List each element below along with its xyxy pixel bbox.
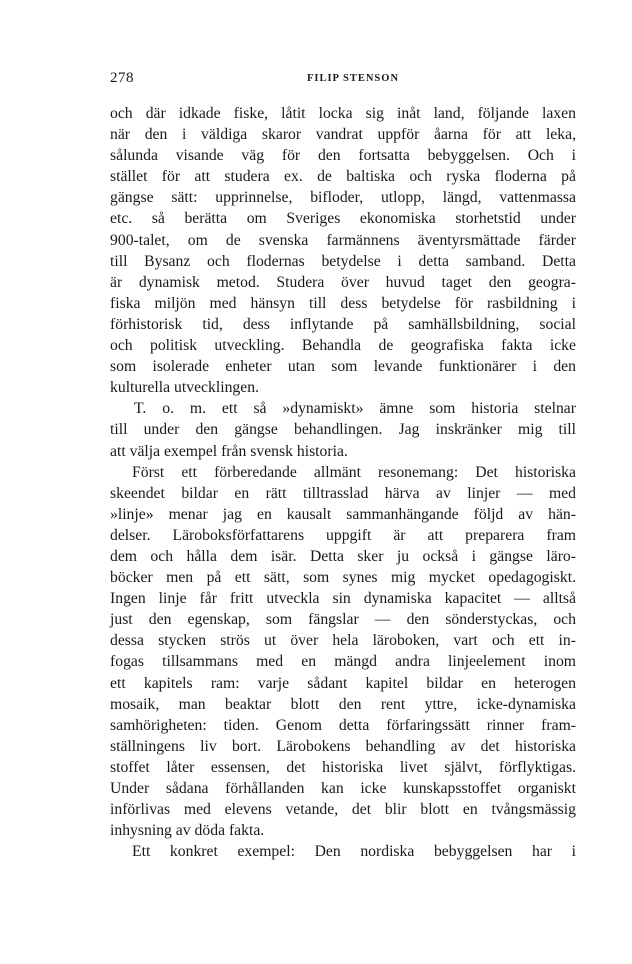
text-line: och politisk utveckling. Behandla de geografiska fakta icke (110, 337, 576, 355)
text-line: Ett konkret exempel: Den nordiska bebyggelsen har i (132, 843, 576, 861)
text-line: inhysning av döda fakta. (110, 822, 265, 840)
text-line: samhörigheten: tiden. Genom detta förfaringssätt rinner fram- (110, 716, 576, 734)
text-line: införlivas med elevens vetande, det blir blott en tvångsmässig (110, 801, 576, 819)
text-line: fogas tillsammans med en mängd andra linjeelement inom (110, 653, 576, 671)
text-line: stoffet låter essensen, det historiska livet självt, förflyktigas. (110, 758, 576, 776)
text-line: mosaik, man beaktar blott den rent yttre, icke-dynamiska (110, 695, 576, 713)
text-line: är dynamisk metod. Studera över huvud taget den geogra- (110, 273, 576, 291)
text-line: skeendet bildar en rätt tilltrasslad härva av linjer — med (110, 484, 576, 502)
text-line: och där idkade fiske, låtit locka sig inåt land, följande laxen (110, 105, 576, 122)
text-line: »linje» menar jag en kausalt sammanhängande följd av hän- (110, 505, 576, 523)
text-line: ställningens liv bort. Lärobokens behandling av det historiska (110, 737, 576, 755)
text-line: delser. Läroboksförfattarens uppgift är att preparera fram (110, 526, 576, 544)
text-line: just den egenskap, som fängslar — den sönderstyckas, och (110, 611, 576, 629)
text-line: sålunda visande väg för den fortsatta bebyggelsen. Och i (110, 147, 576, 165)
text-line: som isolerade enheter utan som levande funktionärer i den (110, 358, 576, 376)
text-line: Under sådana förhållanden kan icke kunskapsstoffet organiskt (110, 780, 576, 797)
text-line: till Bysanz och flodernas betydelse i detta samband. Detta (110, 252, 576, 270)
text-line: gängse sätt: upprinnelse, bifloder, utlopp, längd, vattenmassa (110, 189, 576, 207)
text-line: Först ett förberedande allmänt resonemang: Det historiska (132, 463, 576, 481)
text-line: när den i väldiga skaror vandrat uppför åarna för att leka, (110, 126, 576, 144)
text-line: 900-talet, om de svenska farmännens äventyrsmättade färder (110, 231, 576, 249)
text-line: stället för att studera ex. de baltiska och ryska floderna på (110, 168, 576, 186)
text-line: Ingen linje får fritt utveckla sin dynamiska kapacitet — alltså (110, 590, 576, 608)
page-number: 278 (110, 70, 134, 86)
text-line: förhistorisk tid, dess inflytande på samhällsbildning, social (110, 315, 576, 333)
text-line: fiska miljön med hänsyn till dess betydelse för rasbildning i (110, 294, 576, 312)
text-line: att välja exempel från svensk historia. (110, 442, 348, 460)
text-line: dessa stycken strös ut över hela läroboken, vart och ett in- (110, 632, 576, 650)
text-line: till under den gängse behandlingen. Jag inskränker mig till (110, 421, 576, 439)
text-line: böcker men på ett sätt, som synes mig mycket opedagogiskt. (110, 569, 576, 587)
body-text (110, 103, 576, 862)
running-head (110, 70, 576, 90)
text-line: etc. så berätta om Sveriges ekonomiska storhetstid under (110, 210, 576, 228)
text-line: dem och hålla dem isär. Detta sker ju också i gängse läro- (110, 547, 576, 565)
text-line: kulturella utvecklingen. (110, 379, 259, 397)
text-line: T. o. m. ett så »dynamiskt» ämne som historia stelnar (134, 400, 576, 418)
text-line: ett kapitels ram: varje sådant kapitel bildar en heterogen (110, 674, 576, 692)
running-title: FILIP STENSON (306, 73, 400, 84)
